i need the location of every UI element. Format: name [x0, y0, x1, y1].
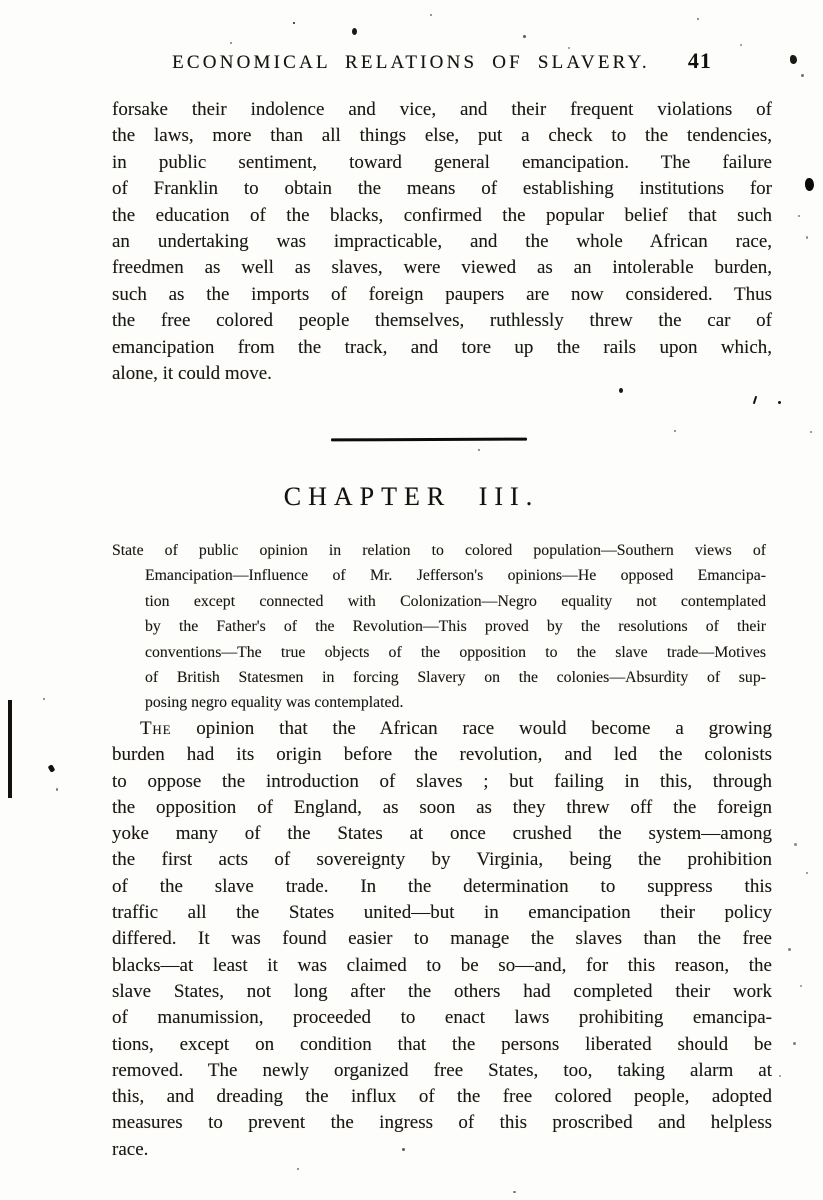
text-line: forsake their indolence and vice, and their frequent violations of — [112, 99, 772, 120]
summary-line: State of public opinion in relation to colored population—Southern views of — [112, 542, 766, 559]
text-line: the first acts of sovereignty by Virginia, being the prohibition — [112, 849, 772, 871]
text-line: this, and dreading the influx of the free colored people, adopted — [112, 1086, 772, 1108]
scan-noise-speck — [740, 44, 742, 46]
text-line: of manumission, proceeded to enact laws prohibiting emancipa- — [112, 1007, 772, 1029]
scan-noise-speck — [753, 396, 757, 404]
scan-noise-speck — [806, 872, 808, 874]
opening-paragraph — [112, 97, 772, 387]
summary-line: Emancipation—Influence of Mr. Jefferson's opinions—He opposed Emancipa- — [145, 567, 766, 585]
text-line: measures to prevent the ingress of this proscribed and helpless — [112, 1112, 772, 1134]
text-line: removed. The newly organized free States, too, taking alarm at — [112, 1059, 772, 1081]
scan-noise-speck — [810, 431, 812, 433]
scan-noise-speck — [790, 55, 797, 64]
text-line: of the slave trade. In the determination to suppress this — [112, 875, 772, 897]
scan-noise-speck — [513, 1191, 516, 1193]
scan-noise-speck — [800, 985, 802, 987]
summary-line: tion except connected with Colonization—Negro equality not contemplated — [145, 592, 766, 610]
summary-line: of British Statesmen in forcing Slavery on the colonies—Absurdity of sup- — [145, 669, 766, 687]
scan-noise-speck — [430, 14, 432, 16]
page-number: 41 — [687, 48, 712, 73]
text-line: blacks—at least it was claimed to be so—and, for this reason, the — [112, 954, 772, 976]
scan-noise-speck — [674, 430, 676, 432]
scan-noise-speck — [798, 215, 800, 217]
scan-noise-speck — [793, 1042, 796, 1045]
chapter-heading: CHAPTER III. — [283, 482, 540, 511]
text-line: alone, it could move. — [112, 363, 272, 385]
main-paragraph — [112, 716, 772, 1163]
lead-word-smallcaps: The — [140, 718, 172, 739]
scan-noise-speck — [352, 28, 357, 35]
scan-noise-speck — [523, 35, 526, 38]
summary-line: posing negro equality was contemplated. — [145, 694, 404, 712]
scan-noise-speck — [779, 1075, 781, 1077]
scan-noise-speck — [402, 1148, 405, 1151]
scan-noise-ink-blot — [805, 178, 814, 191]
scan-noise-speck — [778, 401, 781, 404]
text-line: in public sentiment, toward general emancipation. The failure — [112, 151, 772, 173]
running-header-row — [112, 48, 772, 74]
scan-noise-edge-streak — [8, 700, 12, 798]
text-line: slave States, not long after the others had completed their work — [112, 980, 772, 1002]
scan-noise-speck — [619, 388, 623, 393]
scan-noise-speck — [230, 42, 232, 44]
text-line: emancipation from the track, and tore up the rails upon which, — [112, 336, 772, 358]
scan-noise-speck — [48, 764, 56, 773]
section-divider-rule — [331, 438, 527, 442]
scan-noise-speck — [297, 1168, 299, 1170]
scan-noise-speck — [293, 22, 295, 24]
scan-noise-speck — [43, 698, 45, 700]
scan-noise-speck — [788, 948, 791, 951]
text-line: the free colored people themselves, ruthlessly threw the car of — [112, 310, 772, 332]
text-line: such as the imports of foreign paupers are now considered. Thus — [112, 283, 772, 305]
scan-noise-speck — [568, 47, 570, 49]
text-line: an undertaking was impracticable, and the whole African race, — [112, 231, 772, 253]
text-line: the education of the blacks, confirmed the popular belief that such — [112, 204, 772, 226]
text-line: the laws, more than all things else, put a check to the tendencies, — [112, 125, 772, 147]
text-line: tions, except on condition that the persons liberated should be — [112, 1033, 772, 1055]
text-line: traffic all the States united—but in emancipation their policy — [112, 902, 772, 924]
scan-noise-speck — [478, 449, 480, 451]
running-header: ECONOMICAL RELATIONS OF SLAVERY. — [172, 52, 650, 73]
text-line: burden had its origin before the revolution, and led the colonists — [112, 744, 772, 766]
text-line: differed. It was found easier to manage the slaves than the free — [112, 928, 772, 950]
text-line — [112, 716, 772, 742]
text-line: race. — [112, 1138, 149, 1160]
summary-line: conventions—The true objects of the opposition to the slave trade—Motives — [145, 643, 766, 661]
text-line: the opposition of England, as soon as they threw off the foreign — [112, 796, 772, 818]
summary-line: by the Father's of the Revolution—This proved by the resolutions of their — [145, 618, 766, 636]
scan-noise-speck — [697, 18, 699, 20]
scan-noise-speck — [56, 788, 58, 791]
scan-noise-speck — [806, 236, 808, 239]
text-line: freedmen as well as slaves, were viewed as an intolerable burden, — [112, 257, 772, 279]
text-line: of Franklin to obtain the means of establishing institutions for — [112, 178, 772, 200]
chapter-summary — [112, 538, 766, 716]
scan-noise-speck — [801, 74, 804, 77]
scan-noise-speck — [794, 843, 797, 846]
text-line-rest: opinion that the African race would become a growing — [196, 718, 773, 739]
text-line: to oppose the introduction of slaves ; but failing in this, through — [112, 770, 772, 792]
text-line: yoke many of the States at once crushed the system—among — [112, 823, 772, 845]
